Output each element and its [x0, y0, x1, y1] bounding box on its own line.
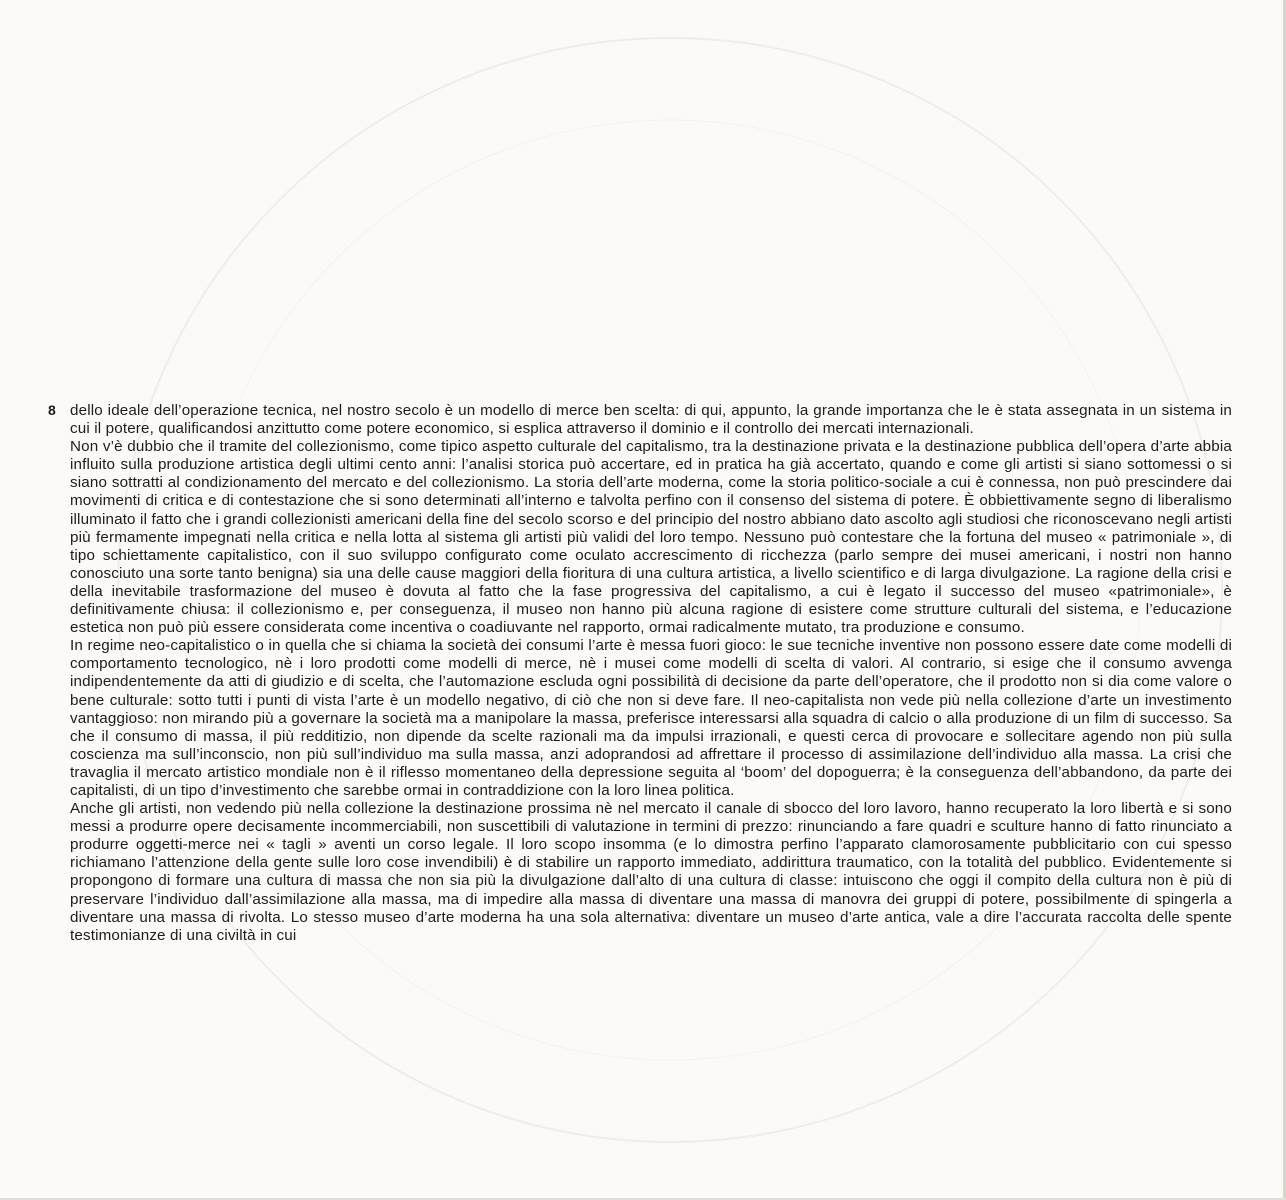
- paragraph-3: In regime neo-capitalistico o in quella che si chiama la società dei consumi l’arte è messa fuori gioco: le sue tecniche inventive non possono essere date come modelli di comportamento tecnologico, nè i loro prodotti come modelli di merce, nè i musei come modelli di scelta di valori. Al contrario, si esige che il consumo avvenga indipendentemente da atti di giudizio e di scelta, che l’automazione escluda ogni possibilità di decisione da parte dell’operatore, che il prodotto non si dia come valore o bene culturale: sotto tutti i punti di vista l’arte è un modello negativo, di ciò che non si deve fare. Il neo-capitalista non vede più nella collezione d’arte un investimento vantaggioso: non mirando più a governare la società ma a manipolare la massa, preferisce interessarsi alla squadra di calcio o alla produzione di un film di successo. Sa che il consumo di massa, il più redditizio, non dipende da scelte razionali ma da impulsi irrazionali, e questi cerca di provocare e sollecitare agendo non più sulla coscienza ma sull’inconscio, non più sull’individuo ma sulla massa, anzi adoprandosi ad affrettare il processo di assimilazione dell’individuo alla massa. La crisi che travaglia il mercato artistico mondiale non è il riflesso momentaneo della depressione seguita al ‘boom’ del dopoguerra; è la conseguenza dell’abbandono, da parte dei capitalisti, di un tipo d’investimento che sarebbe ormai in contraddizione con la loro linea politica.: [70, 637, 1232, 799]
- paragraph-2: Non v’è dubbio che il tramite del collezionismo, come tipico aspetto culturale del capitalismo, tra la destinazione privata e la destinazione pubblica dell’opera d’arte abbia influito sulla produzione artistica degli ultimi cento anni: l’analisi storica può accertare, ed in pratica ha già accertato, quando e come gli artisti si siano sottomessi o si siano sottratti al condizionamento del mercato e del collezionismo. La storia dell’arte moderna, come la storia politico-sociale a cui è connessa, non può prescindere dai movimenti di critica e di contestazione che si sono determinati all’interno e talvolta perfino con il consenso del sistema di potere. È obbiettivamente segno di liberalismo illuminato il fatto che i grandi collezionisti americani della fine del secolo scorso e del principio del nostro abbiano dato ascolto agli studiosi che riconoscevano negli artisti più fermamente impegnati nella critica e nella lotta al sistema gli artisti più validi del loro tempo. Nessuno può contestare che la fortuna del museo « patrimoniale », di tipo schiettamente capitalistico, con il suo sviluppo configurato come oculato accrescimento di ricchezza (parlo sempre dei musei americani, i nostri non hanno conosciuto una sorte tanto benigna) sia una delle cause maggiori della fioritura di una cultura artistica, a livello scientifico e di larga divulgazione. La ragione della crisi e della inevitabile trasformazione del museo è dovuta al fatto che la fase progressiva del capitalismo, a cui è legato il successo del museo «patrimoniale», è definitivamente chiusa: il collezionismo e, per conseguenza, il museo non hanno più alcuna ragione di esistere come strutture culturali del sistema, e l’educazione estetica non può più essere considerata come incentiva o coadiuvante nel rapporto, ormai radicalmente mutato, tra produzione e consumo.: [70, 438, 1232, 637]
- paragraph-1: dello ideale dell’operazione tecnica, nel nostro secolo è un modello di merce ben scelta: di qui, appunto, la grande importanza che le è stata assegnata in un sistema in cui il potere, qualificandosi anzittutto come potere economico, si esplica attraverso il dominio e il controllo dei mercati internazionali.: [70, 402, 1232, 438]
- body-text: [70, 402, 1232, 945]
- paragraph-4: Anche gli artisti, non vedendo più nella collezione la destinazione prossima nè nel mercato il canale di sbocco del loro lavoro, hanno recuperato la loro libertà e si sono messi a produrre opere decisamente incommerciabili, non suscettibili di valutazione in termini di prezzo: rinunciando a fare quadri e sculture hanno di fatto rinunciato a produrre oggetti-merce nei « tagli » aventi un corso legale. Il loro scopo insomma (e lo dimostra perfino l’apparato clamorosamente pubblicitario con cui spesso richiamano l’attenzione della gente sulle loro cose invendibili) è di stabilire un rapporto immediato, addirittura traumatico, con la totalità del pubblico. Evidentemente si propongono di formare una cultura di massa che non sia più la divulgazione dall’alto di una cultura di classe: intuiscono che oggi il compito della cultura non è più di preservare l’individuo dall’assimilazione alla massa, ma di impedire alla massa di diventare una massa di manovra dei gruppi di potere, possibilmente di spingerla a diventare una massa di rivolta. Lo stesso museo d’arte moderna ha una sola alternativa: diventare un museo d’arte antica, vale a dire l’accurata raccolta delle spente testimonianze di una civiltà in cui: [70, 800, 1232, 944]
- page-number: 8: [48, 402, 56, 418]
